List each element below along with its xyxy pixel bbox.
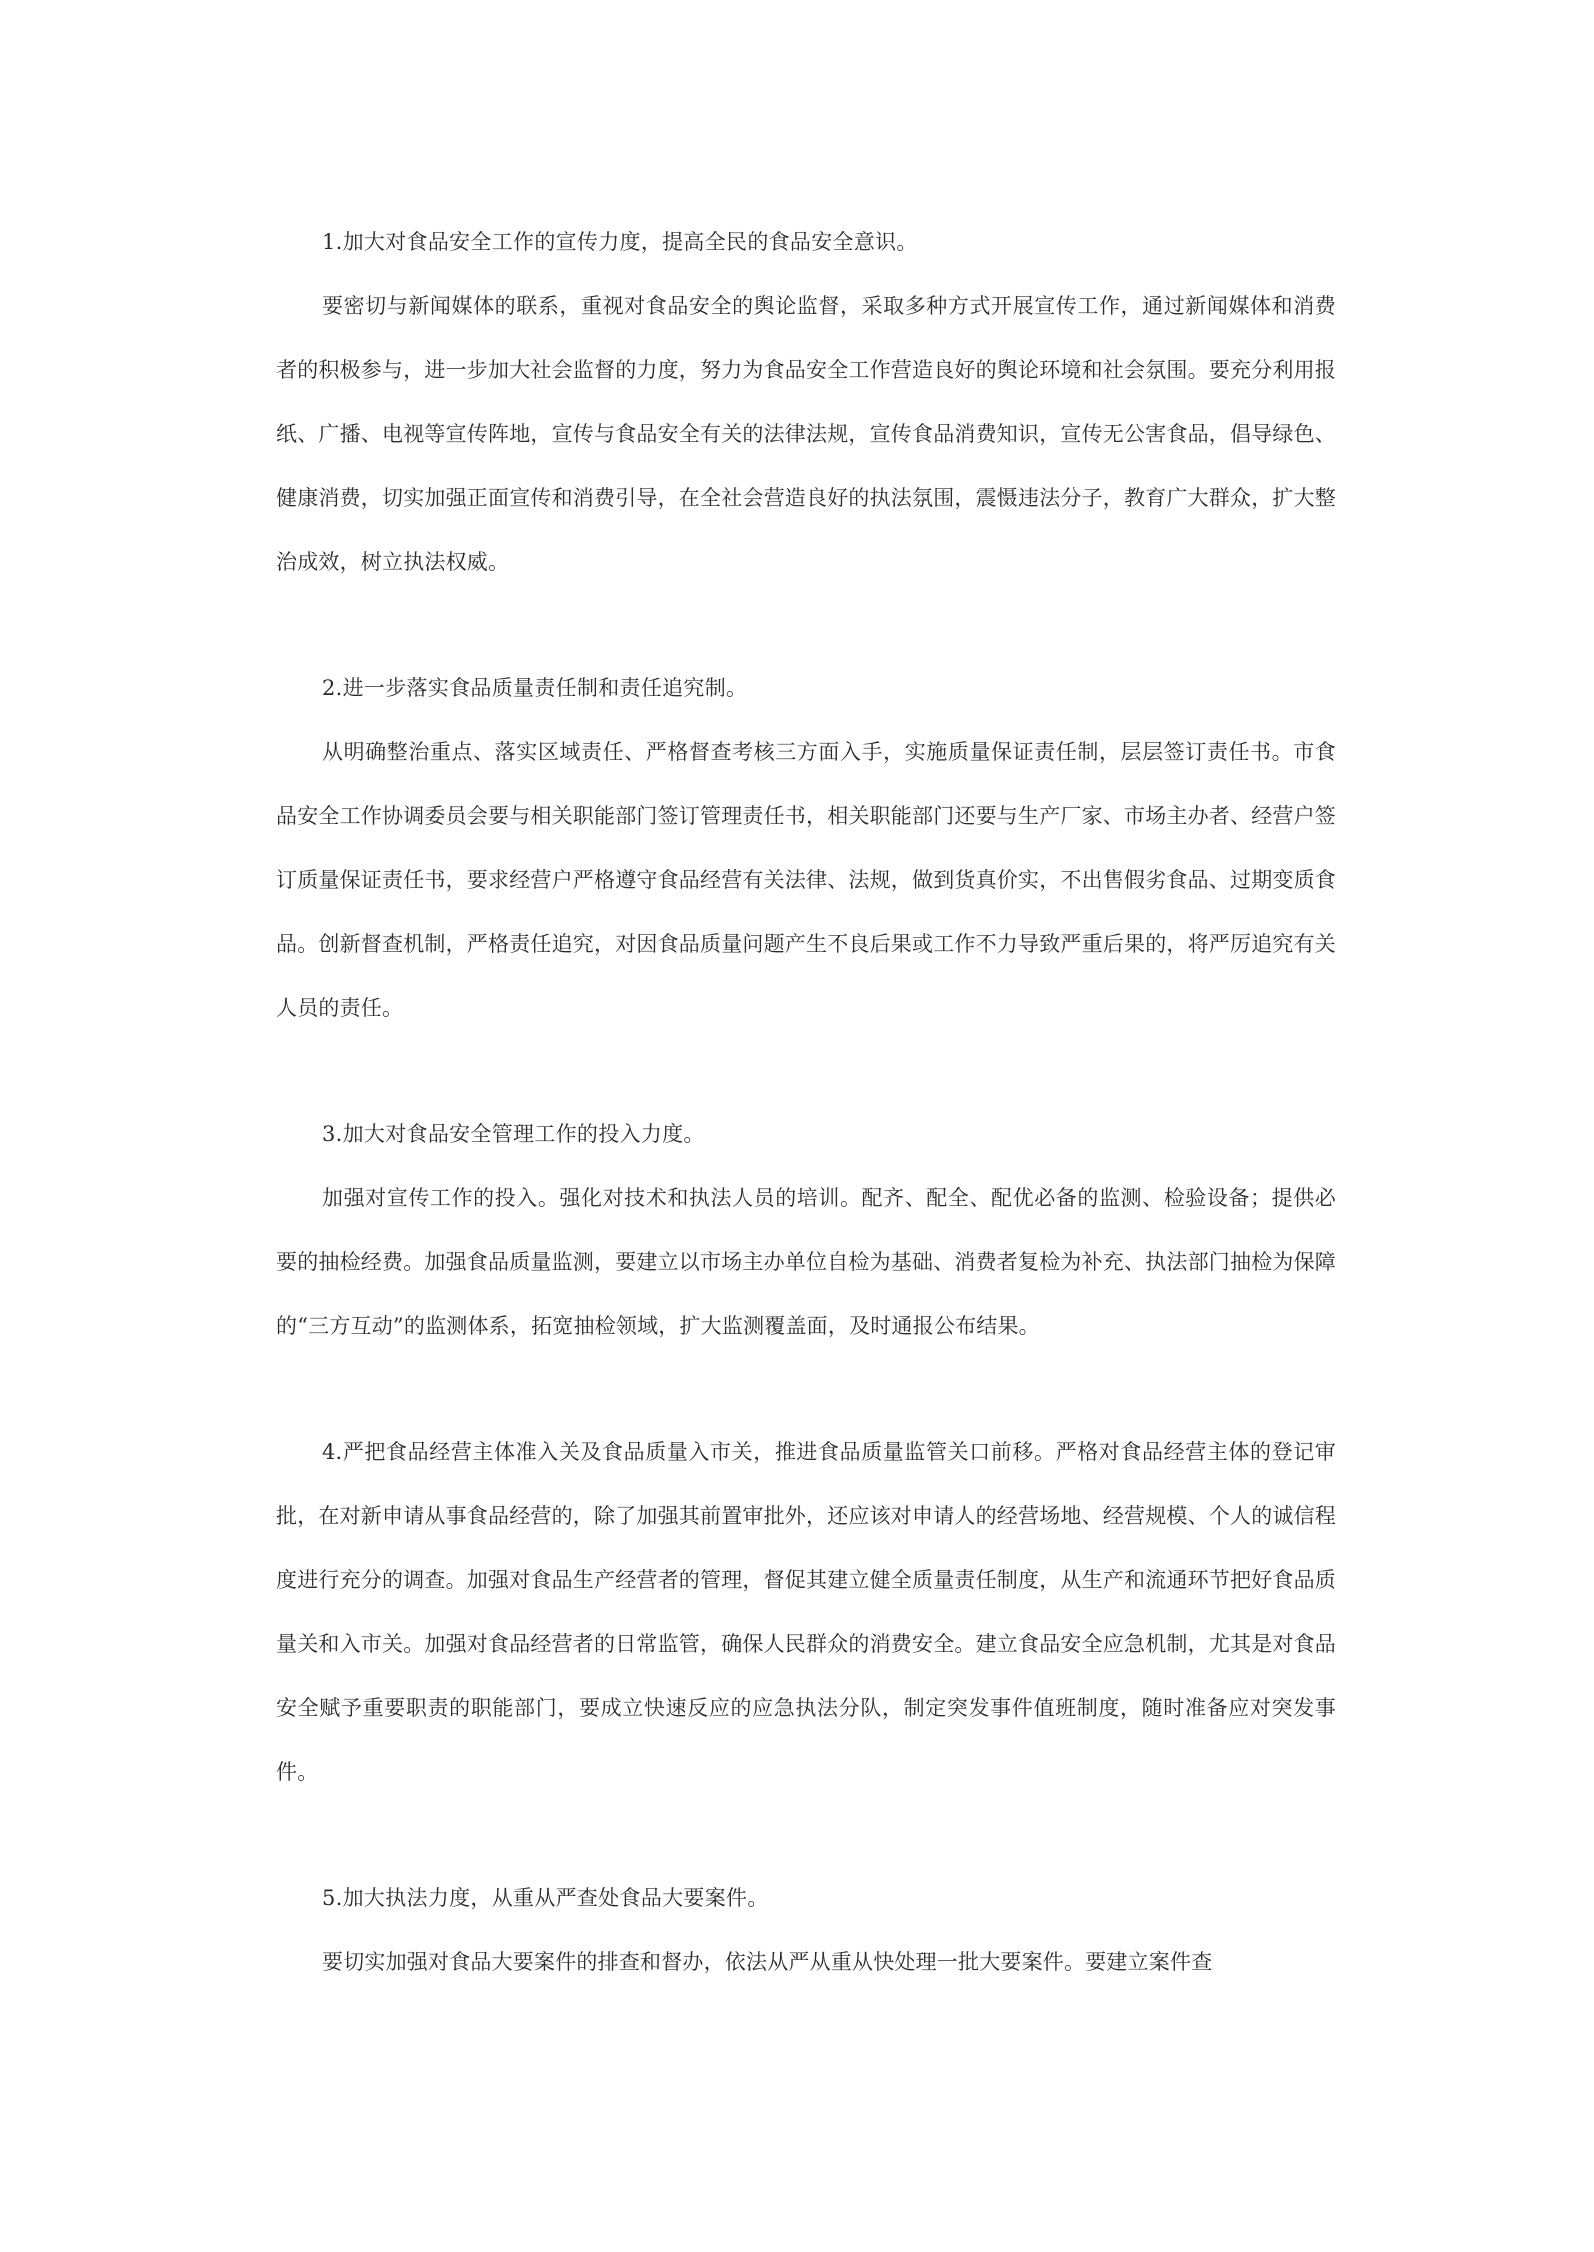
section-paragraph: 要切实加强对食品大要案件的排查和督办，依法从严从重从快处理一批大要案件。要建立案件查 [322,1950,1213,1974]
section-paragraph: 从明确整治重点、落实区域责任、严格督查考核三方面入手，实施质量保证责任制，层层签订责任书。市食品安全工作协调委员会要与相关职能部门签订管理责任书，相关职能部门还要与生产厂家、市场主办者、经营户签订质量保证责任书，要求经营户严格遵守食品经营有关法律、法规，做到货真价实，不出售假劣食品、过期变质食品。创新督查机制，严格责任追究，对因食品质量问题产生不良后果或工作不力导致严重后果的，将严厉追究有关人员的责任。 [276,740,1336,1020]
section-3 [276,1102,1336,1358]
document-content [276,210,1336,2056]
section-paragraph: 加强对宣传工作的投入。强化对技术和执法人员的培训。配齐、配全、配优必备的监测、检验设备；提供必要的抽检经费。加强食品质量监测，要建立以市场主办单位自检为基础、消费者复检为补充、执法部门抽检为保障的“三方互动”的监测体系，拓宽抽检领域，扩大监测覆盖面，及时通报公布结果。 [276,1186,1336,1338]
section-heading: 3.加大对食品安全管理工作的投入力度。 [322,1122,705,1146]
section-paragraph: 要密切与新闻媒体的联系，重视对食品安全的舆论监督，采取多种方式开展宣传工作，通过新闻媒体和消费者的积极参与，进一步加大社会监督的力度，努力为食品安全工作营造良好的舆论环境和社会氛围。要充分利用报纸、广播、电视等宣传阵地，宣传与食品安全有关的法律法规，宣传食品消费知识，宣传无公害食品，倡导绿色、健康消费，切实加强正面宣传和消费引导，在全社会营造良好的执法氛围，震慑违法分子，教育广大群众，扩大整治成效，树立执法权威。 [276,294,1336,574]
section-4 [276,1420,1336,1804]
section-heading: 2.进一步落实食品质量责任制和责任追究制。 [322,676,748,700]
section-paragraph: 4.严把食品经营主体准入关及食品质量入市关，推进食品质量监管关口前移。严格对食品经营主体的登记审批，在对新申请从事食品经营的，除了加强其前置审批外，还应该对申请人的经营场地、经营规模、个人的诚信程度进行充分的调查。加强对食品生产经营者的管理，督促其建立健全质量责任制度，从生产和流通环节把好食品质量关和入市关。加强对食品经营者的日常监管，确保人民群众的消费安全。建立食品安全应急机制，尤其是对食品安全赋予重要职责的职能部门，要成立快速反应的应急执法分队，制定突发事件值班制度，随时准备应对突发事件。 [276,1440,1336,1784]
section-5 [276,1866,1336,1994]
section-heading: 1.加大对食品安全工作的宣传力度，提高全民的食品安全意识。 [322,230,918,254]
section-heading: 5.加大执法力度，从重从严查处食品大要案件。 [322,1886,769,1910]
section-1 [276,210,1336,594]
section-2 [276,656,1336,1040]
